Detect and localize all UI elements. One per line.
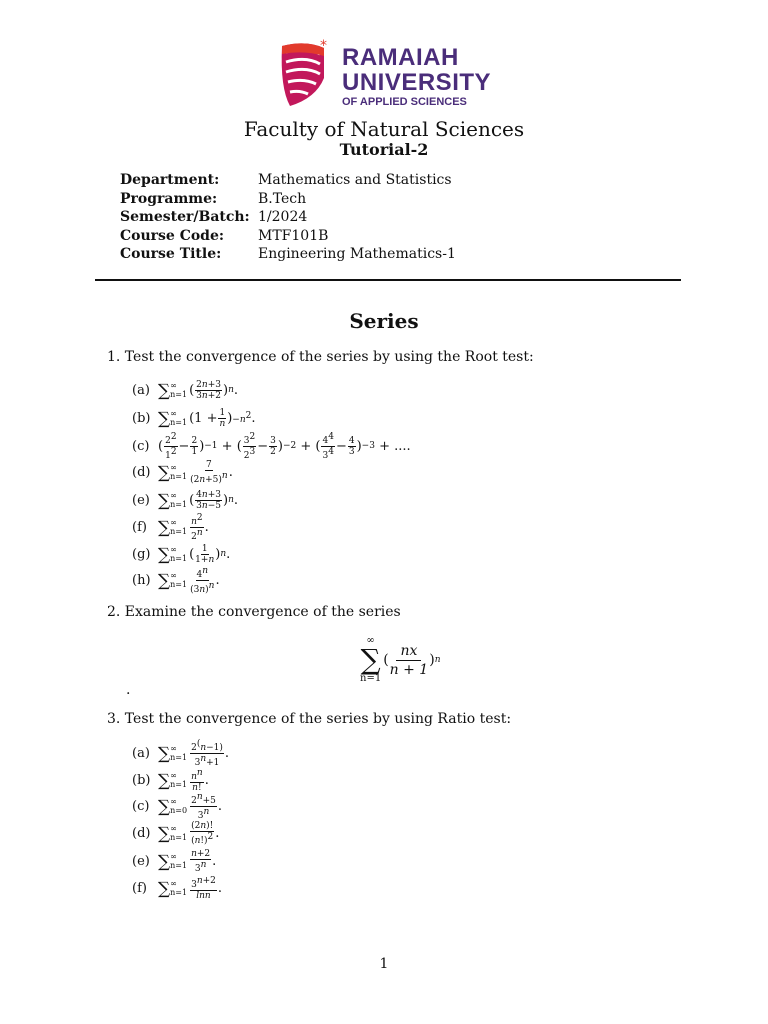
q1-item-h: (h) ∑ ∞ n=1 $\frac{4^n}{(3n)^n}$ .: [132, 565, 220, 595]
tutorial-title: Tutorial-2: [339, 140, 429, 159]
info-key: Course Code:: [120, 227, 225, 244]
question-2: 2. Examine the convergence of the series: [107, 604, 401, 620]
faculty-title: Faculty of Natural Sciences: [243, 117, 525, 141]
info-value: B.Tech: [258, 190, 307, 207]
item-label: (a): [132, 745, 150, 761]
q1-item-f: (f) ∑ ∞ n=1 $\frac{n^2}{2^n}$ .: [132, 512, 209, 542]
page-number: 1: [379, 956, 389, 972]
display-equation: ∞ ∑ n=1 ( nx n + 1 ) n: [360, 635, 441, 684]
q3-item-a: (a) ∑ ∞ n=1 $\frac{2^(n-1)}{3^n+1}$ .: [132, 738, 230, 768]
item-label: (e): [132, 853, 150, 869]
info-key: Department:: [120, 172, 220, 188]
info-key: Programme:: [120, 190, 218, 207]
info-key: Semester/Batch:: [120, 209, 250, 226]
q1-item-d: (d) ∑ ∞ n=1 $\frac{7}{(2n+5)^n}$ .: [132, 459, 233, 485]
info-value: Mathematics and Statistics: [258, 172, 452, 188]
q3-item-b: (b) ∑ ∞ n=1 $\frac{n^n}{n!}$ .: [132, 767, 209, 793]
item-label: (f): [132, 880, 147, 896]
q3-item-e: (e) ∑ ∞ n=1 $\frac{n+2}{3^n}$ .: [132, 848, 217, 874]
q1-item-g: (g) ∑ ∞ n=1 ( $\frac{1}{1+n}$ ) n .: [132, 543, 231, 565]
q1-item-c: (c) ( $\frac{2^2}{1^2}$ − $\frac{2}{1}$ ) −1 + ( $\frac{3^2}{2^3}$ − $\frac{3}{2}$ ) −2 + ( $\frac{4^4}{3^4}$ − $\frac{4}{3}$ ) −3 + ....: [132, 431, 411, 461]
q3-item-f: (f) ∑ ∞ n=1 $\frac{3^{n+2}}{\ln n}$ .: [132, 875, 223, 901]
info-row-course-code: [120, 228, 456, 247]
university-logo: [276, 38, 494, 110]
item-label: (c): [132, 798, 150, 814]
info-value: Engineering Mathematics-1: [258, 246, 456, 263]
logo-line-university: UNIVERSITY: [342, 69, 492, 96]
item-label: (e): [132, 492, 150, 508]
q1-item-a: (a) ∑ ∞ n=1 ( $\frac{2n+3}{3n+2}$ ) n .: [132, 379, 238, 401]
item-label: (d): [132, 825, 151, 841]
item-label: (c): [132, 438, 150, 454]
logo-line-applied-sciences: OF APPLIED SCIENCES: [342, 96, 467, 108]
q3-item-c: (c) ∑ ∞ n=0 $\frac{2^n+5}{3^n}$ .: [132, 791, 223, 821]
horizontal-rule: [95, 279, 681, 281]
item-label: (h): [132, 572, 151, 588]
trailing-period: .: [126, 682, 131, 698]
question-1: 1. Test the convergence of the series by using the Root test:: [107, 349, 534, 365]
info-value: MTF101B: [258, 227, 329, 244]
item-label: (b): [132, 410, 151, 426]
info-value: 1/2024: [258, 209, 308, 226]
svg-text:*: *: [320, 38, 327, 54]
info-row-programme: [120, 191, 456, 210]
info-row-course-title: [120, 246, 456, 265]
item-label: (d): [132, 464, 151, 480]
item-label: (b): [132, 772, 151, 788]
item-label: (f): [132, 519, 147, 535]
q3-item-d: (d) ∑ ∞ n=1 $\frac{(2n)!}{(n!)^2}$ .: [132, 820, 220, 846]
q1-item-e: (e) ∑ ∞ n=1 ( $\frac{4n+3}{3n-5}$ ) n .: [132, 489, 238, 511]
info-key: Course Title:: [120, 246, 222, 263]
ramaiah-emblem-icon: [276, 38, 336, 110]
item-label: (g): [132, 546, 151, 562]
q1-item-b: (b) ∑ ∞ n=1 (1 + $\frac{1}{n}$ ) $-n^2$ .: [132, 407, 256, 429]
question-3: 3. Test the convergence of the series by using Ratio test:: [107, 711, 512, 727]
info-row-department: [120, 172, 456, 191]
course-info-table: [120, 172, 456, 265]
item-label: (a): [132, 382, 150, 398]
logo-line-ramaiah: RAMAIAH: [342, 44, 459, 71]
section-title: Series: [349, 309, 419, 333]
info-row-semester: [120, 209, 456, 228]
